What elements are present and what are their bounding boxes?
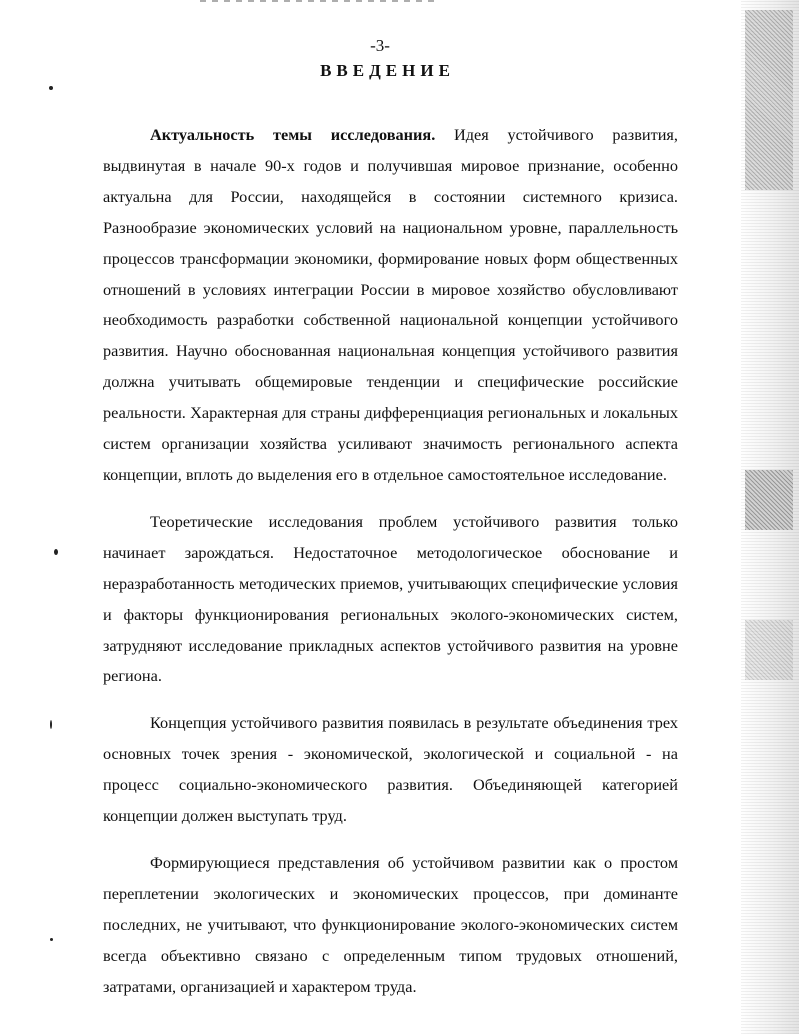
scan-top-artifact <box>200 0 440 2</box>
paragraph-3: Концепция устойчивого развития появилась в результате объединения трех основных точек зрения - экономической, экологической и социальной - на процесс социально-экономического развития. Объединяющей категорией концепции должен выступать труд. <box>103 713 678 826</box>
paragraph-lead: Актуальность темы исследования. <box>150 125 436 144</box>
paragraph-4: Формирующиеся представления об устойчивом развитии как о простом переплетении экологических и экономических процессов, при доминанте последних, не учитывают, что функционирование эколого-экономических систем всегда объективно связано с определенным типом трудовых отношений, затратами, организацией и характером труда. <box>103 852 678 996</box>
scan-speck <box>49 86 53 90</box>
page-number: -3- <box>370 36 390 55</box>
paragraph-text: Идея устойчивого развития, выдвинутая в начале 90-х годов и получившая мировое признание, особенно актуальна для России, находящейся в состоянии системного кризиса. Разнообразие экономических условий на национальном уровне, параллельность процессов трансформации экономики, формирование новых форм общественных отношений в условиях интеграции России в мировое хозяйство обусловливают необходимость разработки собственной национальной концепции устойчивого развития. Научно обоснованная национальная концепция устойчивого развития должна учитывать общемировые тенденции и специфические российские реальности. Характерная для страны дифференциация региональных и локальных систем организации хозяйства усиливают значимость регионального аспекта концепции, вплоть до выделения его в отдельное самостоятельное исследование. <box>103 125 678 484</box>
section-heading: ВВЕДЕНИЕ <box>320 61 455 80</box>
scan-noise <box>745 620 793 680</box>
paragraph-2: Теоретические исследования проблем устойчивого развития только начинает зарождаться. Недостаточное методологическое обоснование и неразработанность методических приемов, учитывающих специфические условия и факторы функционирования региональных эколого-экономических систем, затрудняют исследование прикладных аспектов устойчивого развития на уровне региона. <box>103 511 678 686</box>
scan-edge-artifact <box>741 0 799 1034</box>
paragraph-1 <box>103 120 678 491</box>
scan-speck <box>50 938 53 941</box>
body-text <box>103 120 678 1018</box>
scan-speck <box>50 720 52 729</box>
scan-speck <box>54 549 58 555</box>
scan-noise <box>745 470 793 530</box>
